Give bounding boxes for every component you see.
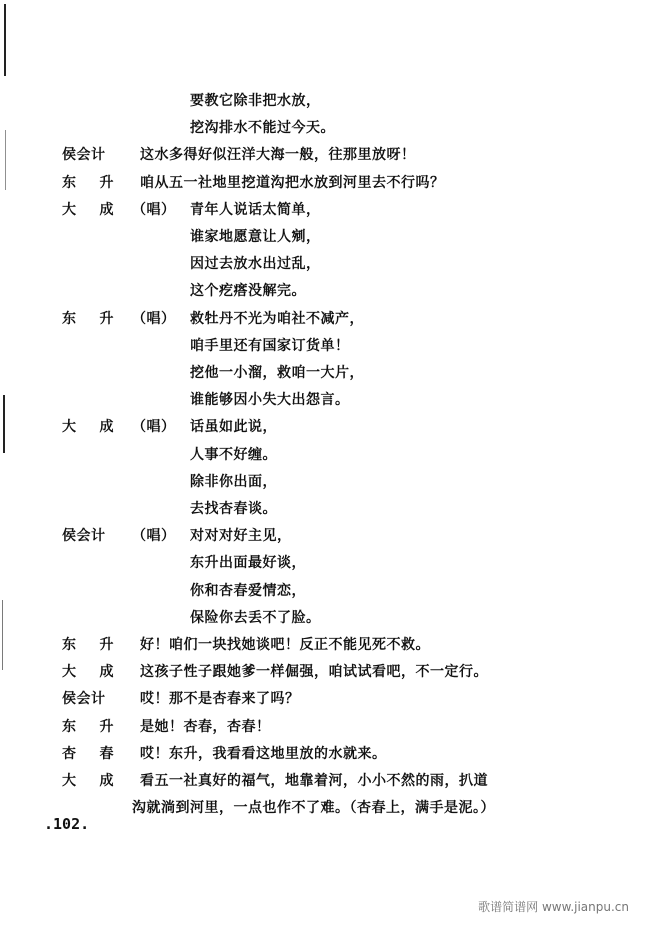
speaker-name: 杏 春 [62, 745, 114, 762]
sung-verse: 保险你去丢不了脸。 [190, 609, 321, 626]
script-line [0, 632, 655, 658]
dialogue-text: 咱从五一社地里挖道沟把水放到河里去不行吗？ [140, 174, 445, 191]
sung-verse: 咱手里还有国家订货单！ [190, 337, 350, 354]
script-line [0, 414, 655, 440]
dialogue-text: 沟就淌到河里，一点也作不了难。（杏春上，满手是泥。） [132, 800, 495, 817]
sung-verse: 救牡丹不光为咱社不减产， [190, 310, 364, 327]
sung-verse: 你和杏春爱情恋， [190, 582, 306, 599]
watermark: 歌谱简谱网 www.jianpu.cn [478, 900, 629, 914]
speaker-name: 东 升 [62, 637, 114, 653]
script-line [0, 550, 655, 576]
script-line [0, 278, 655, 304]
sung-verse: 对对对好主见， [190, 528, 292, 545]
sung-verse: 去找杏春谈。 [190, 501, 277, 517]
script-line [0, 686, 655, 712]
sung-verse: 东升出面最好谈， [190, 555, 306, 572]
script-line [0, 333, 655, 359]
speaker-name: 侯会计 [62, 691, 106, 708]
speaker-name: 大 成 [62, 419, 114, 436]
sung-verse: 青年人说话太简单， [190, 201, 321, 218]
script-line [0, 360, 655, 386]
script-line [0, 496, 655, 522]
script-line [0, 605, 655, 631]
scan-edge-mark [4, 4, 6, 76]
sung-verse: 话虽如此说， [190, 419, 277, 436]
script-line [0, 768, 655, 794]
script-line [0, 523, 655, 549]
script-line [0, 578, 655, 604]
script-line [0, 170, 655, 196]
sung-verse: 谁家地愿意让人剜， [190, 229, 321, 245]
dialogue-text: 看五一社真好的福气，地靠着河，小小不然的雨，扒道 [140, 773, 488, 789]
dialogue-text: 好！咱们一块找她谈吧！反正不能见死不救。 [140, 637, 430, 653]
sing-mark: （唱） [132, 310, 176, 327]
speaker-name: 大 成 [62, 773, 114, 789]
script-line [0, 387, 655, 413]
sing-mark: （唱） [132, 528, 176, 545]
script-line [0, 251, 655, 277]
sung-verse: 挖他一小溜，救咱一大片， [190, 365, 364, 381]
script-line [0, 469, 655, 495]
script-line [0, 659, 655, 685]
speaker-name: 东 升 [62, 174, 114, 191]
sung-verse: 这个疙瘩没解完。 [190, 283, 306, 300]
sung-verse: 因过去放水出过乱， [190, 256, 321, 273]
speaker-name: 侯会计 [62, 528, 106, 545]
sing-mark: （唱） [132, 419, 176, 436]
script-line [0, 442, 655, 468]
speaker-name: 侯会计 [62, 147, 106, 164]
script-line [0, 795, 655, 821]
sung-verse: 人事不好缠。 [190, 446, 277, 463]
sung-verse: 除非你出面， [190, 473, 277, 490]
script-line [0, 306, 655, 332]
page-number: .102. [44, 815, 90, 833]
dialogue-text: 这孩子性子跟她爹一样倔强，咱试试看吧，不一定行。 [140, 664, 488, 681]
speaker-name: 大 成 [62, 201, 114, 218]
script-line [0, 197, 655, 223]
dialogue-text: 哎！东升，我看看这地里放的水就来。 [140, 745, 387, 762]
script-line [0, 142, 655, 168]
sung-verse: 要教它除非把水放， [190, 93, 321, 109]
script-line [0, 741, 655, 767]
sung-verse: 谁能够因小失大出怨言。 [190, 392, 350, 409]
sung-verse: 挖沟排水不能过今天。 [190, 120, 335, 137]
sing-mark: （唱） [132, 201, 176, 218]
speaker-name: 大 成 [62, 664, 114, 681]
script-line [0, 714, 655, 740]
script-line [0, 88, 655, 114]
dialogue-text: 是她！杏春，杏春！ [140, 718, 271, 735]
script-line [0, 224, 655, 250]
speaker-name: 东 升 [62, 718, 114, 735]
script-line [0, 115, 655, 141]
dialogue-text: 哎！那不是杏春来了吗？ [140, 691, 300, 708]
dialogue-text: 这水多得好似汪洋大海一般，往那里放呀！ [140, 147, 416, 164]
speaker-name: 东 升 [62, 310, 114, 327]
